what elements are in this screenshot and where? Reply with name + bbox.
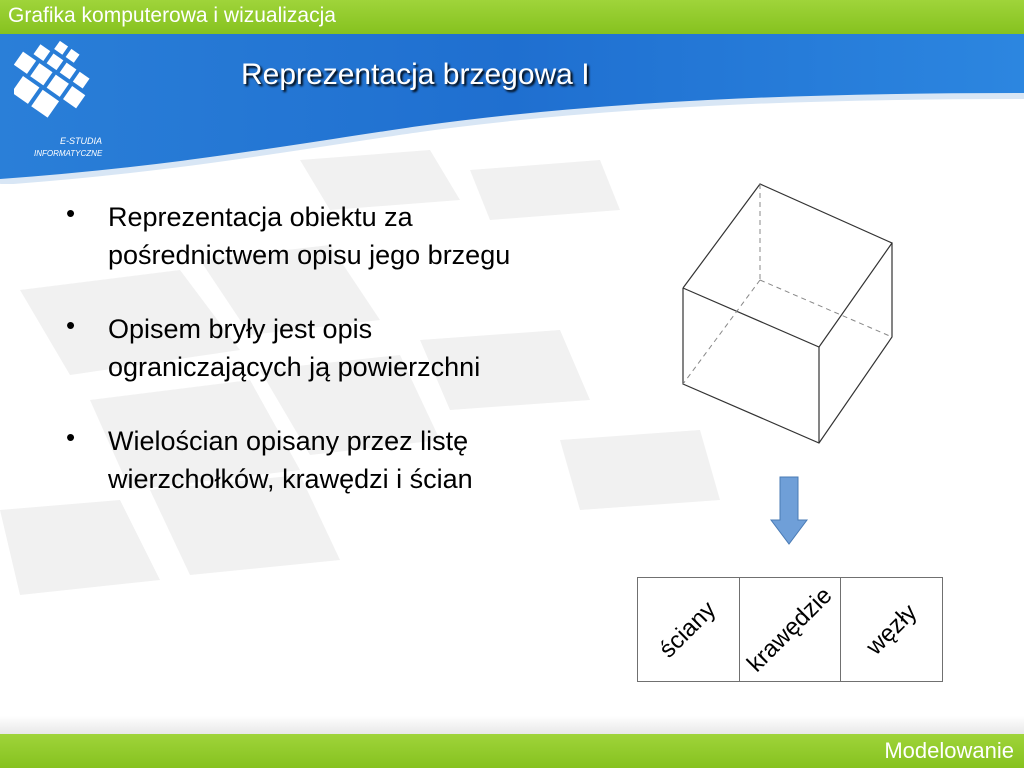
- bullet-list: [62, 198, 532, 534]
- bullet-marker: •: [66, 310, 76, 340]
- bullet-marker: •: [66, 198, 76, 228]
- label-vertices: węzły: [860, 598, 923, 660]
- bullet-text: Reprezentacja obiektu za pośrednictwem opisu jego brzegu: [108, 202, 511, 270]
- logo-line2: INFORMATYCZNE: [34, 149, 103, 158]
- slide-title: Reprezentacja brzegowa I: [241, 58, 590, 91]
- section-title: Modelowanie: [884, 738, 1014, 763]
- e-studia-logo: [14, 40, 132, 165]
- table-cell: [740, 578, 842, 681]
- bullet-marker: •: [66, 422, 76, 452]
- table-cell: [638, 578, 740, 681]
- boundary-elements-table: [637, 577, 943, 682]
- bullet-text: Wielościan opisany przez listę wierzchołków, krawędzi i ścian: [108, 426, 473, 494]
- course-title: Grafika komputerowa i wizualizacja: [8, 4, 336, 27]
- label-faces: ściany: [654, 595, 722, 663]
- bullet-item: [62, 198, 532, 274]
- bullet-item: [62, 422, 532, 498]
- bullet-item: [62, 310, 532, 386]
- logo-line1: E-STUDIA: [60, 136, 103, 146]
- footer-shadow: [0, 716, 1024, 734]
- table-cell: [841, 578, 942, 681]
- top-bar: [0, 0, 1024, 34]
- down-arrow-icon: [770, 476, 808, 546]
- header-band: [0, 34, 1024, 184]
- bottom-bar: [0, 734, 1024, 768]
- cube-wireframe-diagram: [676, 180, 900, 448]
- bullet-text: Opisem bryły jest opis ograniczających ją powierzchni: [108, 314, 481, 382]
- label-edges: krawędzie: [741, 581, 838, 677]
